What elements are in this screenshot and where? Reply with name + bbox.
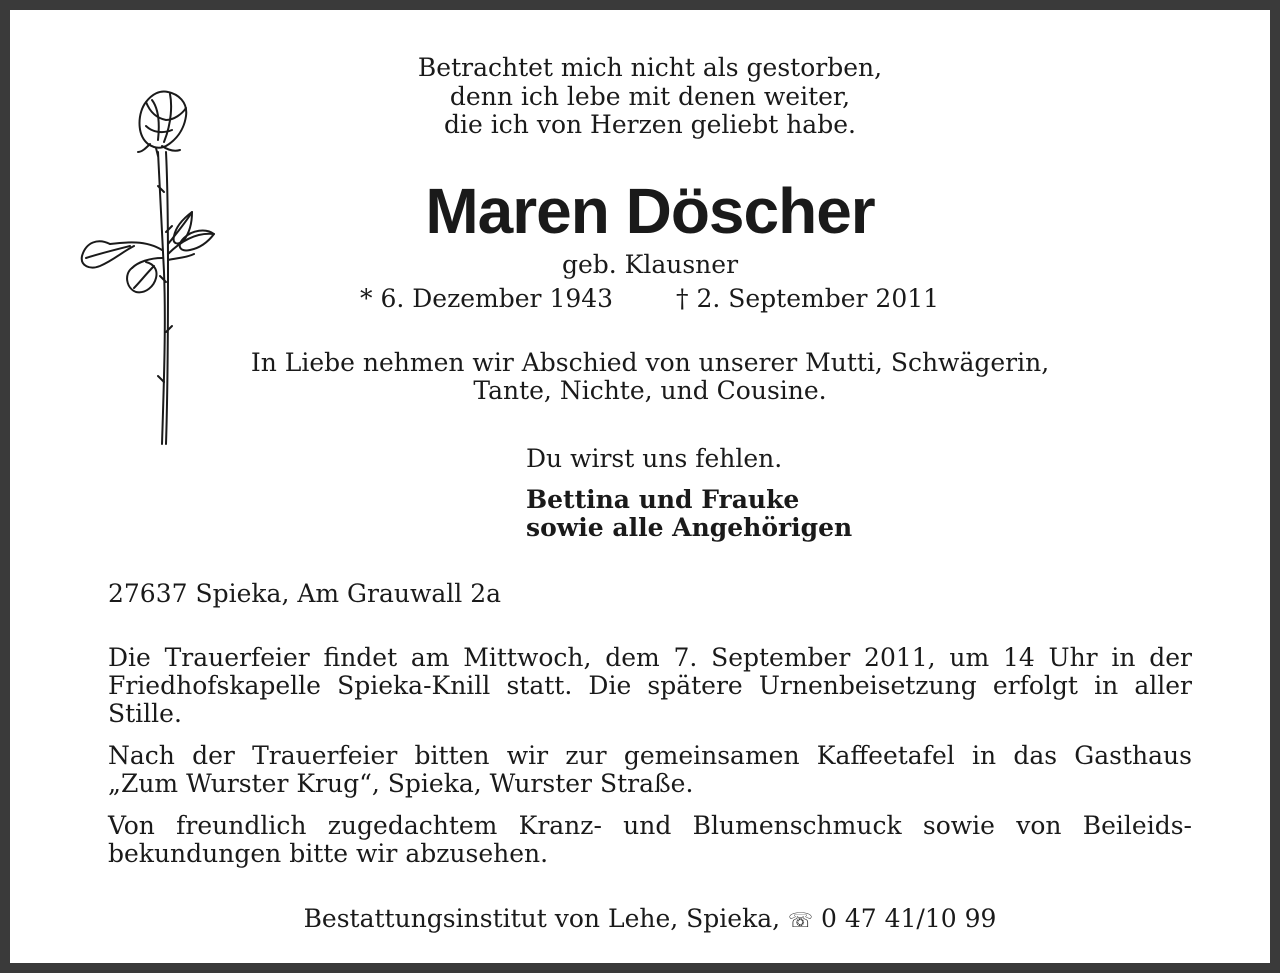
paragraph-line: Stille. — [108, 699, 182, 728]
service-paragraph — [108, 644, 1192, 728]
coffee-paragraph — [108, 742, 1192, 798]
funeral-home-footer — [10, 904, 1280, 935]
flowers-paragraph — [108, 812, 1192, 868]
farewell-line: In Liebe nehmen wir Abschied von unserer Mutti, Schwägerin, — [250, 348, 1050, 377]
paragraph-line: Nach der Trauerfeier bitten wir zur gemeinsamen Kaffeetafel in das Gasthaus — [108, 741, 1192, 770]
birth-date: * 6. Dezember 1943 — [360, 284, 614, 313]
paragraph-line: Friedhofskapelle Spieka-Knill statt. Die spätere Urnenbeisetzung erfolgt in aller — [108, 671, 1192, 700]
death-date: † 2. September 2011 — [676, 284, 940, 313]
phone-number: 0 47 41/10 99 — [821, 904, 997, 933]
paragraph-line: „Zum Wurster Krug“, Spieka, Wurster Straße. — [108, 769, 694, 798]
miss-you-line: Du wirst uns fehlen. — [526, 444, 783, 473]
family-address: 27637 Spieka, Am Grauwall 2a — [108, 579, 502, 608]
signer-line: Bettina und Frauke — [526, 485, 800, 514]
funeral-home-name: Bestattungsinstitut von Lehe, Spieka, — [303, 904, 781, 933]
telephone-icon: ☏ — [788, 908, 814, 932]
birth-name: geb. Klausner — [561, 250, 739, 279]
farewell-text — [10, 349, 1280, 405]
verse-line: Betrachtet mich nicht als gestorben, — [417, 53, 883, 82]
verse-line: denn ich lebe mit denen weiter, — [449, 81, 851, 111]
verse-line: die ich von Herzen geliebt habe. — [444, 110, 856, 139]
memorial-verse — [10, 54, 1280, 140]
paragraph-line: Von freundlich zugedachtem Kranz- und Blumenschmuck sowie von Beileids- — [108, 811, 1192, 840]
paragraph-line: bekundungen bitte wir abzusehen. — [108, 839, 549, 868]
paragraph-line: Die Trauerfeier findet am Mittwoch, dem 7. September 2011, um 14 Uhr in der — [108, 643, 1192, 672]
deceased-name: Maren Döscher — [425, 175, 875, 247]
farewell-line: Tante, Nichte, und Cousine. — [473, 376, 827, 405]
signers — [526, 486, 852, 542]
signer-line: sowie alle Angehörigen — [526, 513, 853, 542]
